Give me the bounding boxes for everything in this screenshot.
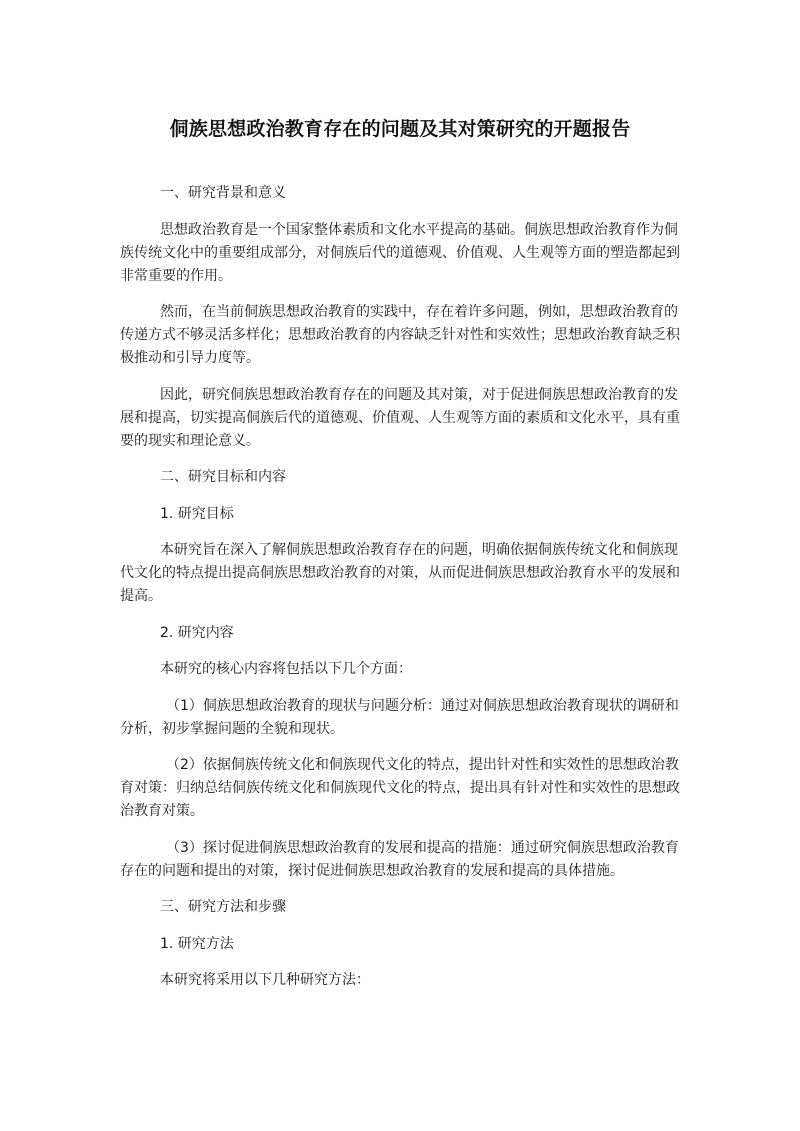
subheading-research-goal: 1. 研究目标	[160, 505, 234, 522]
subheading-research-methods: 1. 研究方法	[160, 935, 234, 952]
section-heading-background: 一、研究背景和意义	[160, 185, 286, 201]
document-title: 侗族思想政治教育存在的问题及其对策研究的开题报告	[169, 118, 631, 140]
section-heading-goals: 二、研究目标和内容	[160, 469, 286, 485]
paragraph-background-1: 思想政治教育是一个国家整体素质和文化水平提高的基础。侗族思想政治教育作为侗族传统文化中的重要组成部分，对侗族后代的道德观、价值观、人生观等方面的塑造都起到非常重要的作用。	[120, 221, 680, 284]
paragraph-background-2: 然而，在当前侗族思想政治教育的实践中，存在着许多问题，例如，思想政治教育的传递方式不够灵活多样化；思想政治教育的内容缺乏针对性和实效性；思想政治教育缺乏积极推动和引导力度等。	[120, 304, 680, 366]
document-body	[120, 182, 682, 1006]
subheading-research-content: 2. 研究内容	[160, 624, 234, 641]
list-item-content-2: （2）依据侗族传统文化和侗族现代文化的特点，提出针对性和实效性的思想政治教育对策：归纳总结侗族传统文化和侗族现代文化的特点，提出具有针对性和实效性的思想政治教育对策。	[120, 757, 680, 819]
section-heading-methods: 三、研究方法和步骤	[160, 899, 286, 915]
paragraph-background-3: 因此，研究侗族思想政治教育存在的问题及其对策，对于促进侗族思想政治教育的发展和提高，切实提高侗族后代的道德观、价值观、人生观等方面的素质和文化水平，具有重要的现实和理论意义。	[120, 386, 680, 449]
list-item-content-1: （1）侗族思想政治教育的现状与问题分析：通过对侗族思想政治教育现状的调研和分析，初步掌握问题的全貌和现状。	[120, 697, 679, 737]
list-item-content-3: （3）探讨促进侗族思想政治教育的发展和提高的措施：通过研究侗族思想政治教育存在的问题和提出的对策，探讨促进侗族思想政治教育的发展和提高的具体措施。	[120, 839, 679, 879]
paragraph-methods-intro: 本研究将采用以下几种研究方法：	[160, 972, 370, 988]
paragraph-content-intro: 本研究的核心内容将包括以下几个方面：	[160, 661, 412, 677]
paragraph-research-goal: 本研究旨在深入了解侗族思想政治教育存在的问题，明确依据侗族传统文化和侗族现代文化的特点提出提高侗族思想政治教育的对策，从而促进侗族思想政治教育水平的发展和提高。	[120, 542, 680, 604]
